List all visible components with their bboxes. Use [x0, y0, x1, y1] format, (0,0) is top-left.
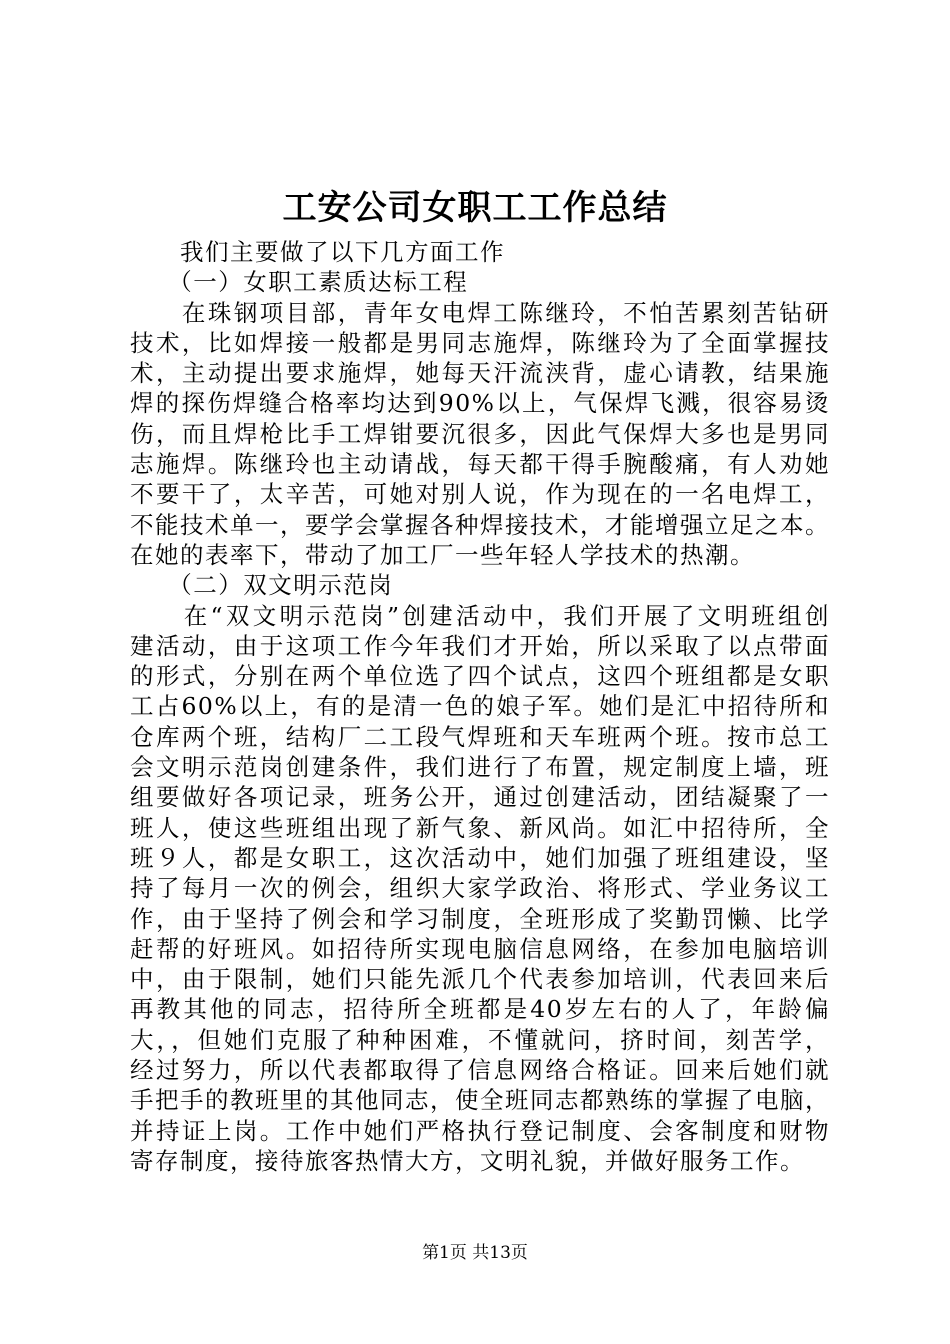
body-line: 焊的探伤焊缝合格率均达到90%以上，气保焊飞溅，很容易烫: [130, 389, 830, 418]
body-line: 的形式，分别在两个单位选了四个试点，这四个班组都是女职: [130, 662, 830, 691]
body-line: 再教其他的同志，招待所全班都是40岁左右的人了，年龄偏: [130, 995, 830, 1024]
body-line: 持了每月一次的例会，组织大家学政治、将形式、学业务议工: [130, 874, 830, 903]
body-line: 班人，使这些班组出现了新气象、新风尚。如汇中招待所，全: [130, 813, 830, 842]
body-line: 工占60%以上，有的是清一色的娘子军。她们是汇中招待所和: [130, 692, 830, 721]
body-line: 组要做好各项记录，班务公开，通过创建活动，团结凝聚了一: [130, 783, 830, 812]
body-line: 手把手的教班里的其他同志，使全班同志都熟练的掌握了电脑，: [130, 1086, 830, 1115]
body-line: 赶帮的好班风。如招待所实现电脑信息网络，在参加电脑培训: [130, 934, 830, 963]
body-line: 作，由于坚持了例会和学习制度，全班形成了奖勤罚懒、比学: [130, 904, 830, 933]
section-heading: （一）女职工素质达标工程: [130, 268, 469, 297]
body-line: 经过努力，所以代表都取得了信息网络合格证。回来后她们就: [130, 1056, 830, 1085]
body-line: 不要干了，太辛苦，可她对别人说，作为现在的一名电焊工，: [130, 480, 830, 509]
body-line: 技术，比如焊接一般都是男同志施焊，陈继玲为了全面掌握技: [130, 328, 830, 357]
body-line: 志施焊。陈继玲也主动请战，每天都干得手腕酸痛，有人劝她: [130, 450, 830, 479]
body-line: 在珠钢项目部，青年女电焊工陈继玲，不怕苦累刻苦钻研: [130, 298, 830, 327]
body-line: 我们主要做了以下几方面工作: [130, 238, 505, 266]
body-line: 在“双文明示范岗”创建活动中，我们开展了文明班组创: [130, 601, 830, 630]
body-line: 中，由于限制，她们只能先派几个代表参加培训，代表回来后: [130, 965, 830, 994]
document-body: [130, 237, 830, 1176]
section-heading: （二）双文明示范岗: [130, 571, 394, 600]
document-title: 工安公司女职工工作总结: [282, 188, 668, 228]
body-line: 伤，而且焊枪比手工焊钳要沉很多，因此气保焊大多也是男同: [130, 419, 830, 448]
body-line: 大，，但她们克服了种种困难，不懂就问，挤时间，刻苦学，: [130, 1025, 830, 1054]
body-line: 建活动，由于这项工作今年我们才开始，所以采取了以点带面: [130, 631, 830, 660]
body-line: 在她的表率下，带动了加工厂一些年轻人学技术的热潮。: [130, 540, 755, 569]
body-line: 仓库两个班，结构厂二工段气焊班和天车班两个班。按市总工: [130, 722, 830, 751]
body-line: 并持证上岗。工作中她们严格执行登记制度、会客制度和财物: [130, 1116, 830, 1145]
body-line: 寄存制度，接待旅客热情大方，文明礼貌，并做好服务工作。: [130, 1146, 805, 1175]
page-number-footer: 第1页 共13页: [422, 1243, 528, 1263]
body-line: 术，主动提出要求施焊，她每天汗流浃背，虚心请教，结果施: [130, 359, 830, 388]
body-line: 班９人，都是女职工，这次活动中，她们加强了班组建设，坚: [130, 843, 830, 872]
body-line: 会文明示范岗创建条件，我们进行了布置，规定制度上墙，班: [130, 753, 830, 782]
body-line: 不能技术单一，要学会掌握各种焊接技术，才能增强立足之本。: [130, 510, 830, 539]
